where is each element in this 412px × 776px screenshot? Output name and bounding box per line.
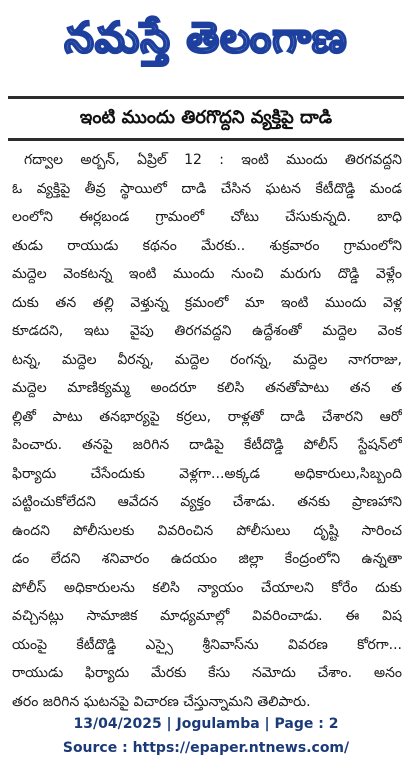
headline-bottom-rule — [8, 138, 404, 141]
headline-top-rule — [8, 96, 404, 99]
article-line: గద్వాల అర్బన్‌, ఏప్రిల్‌ 12 : ఇంటి ముందు తిరగవద్దని — [24, 152, 402, 168]
article-line: వచ్చినట్లు సామాజిక మాధ్యమాల్లో వివరించాడు. ఈ విష — [12, 608, 402, 624]
article-line: ఓ వ్యక్తిపై తీవ్ర స్థాయిలో దాడి చేసిన ఘటన కేటీదొడ్డి మండ — [12, 180, 402, 197]
footer-edition-info: 13/04/2025 | Jogulamba | Page : 2 — [73, 716, 339, 732]
article-line: పట్టించుకోలేదని ఆవేదన వ్యక్తం చేశాడు. తనకు ప్రాణహాని — [12, 494, 402, 510]
article-line: టన్న, మద్దెల వీరన్న, మద్దెల రంగన్న, మద్దెల నాగరాజు, — [12, 351, 402, 368]
article-line: ఉందని పోలీసులకు వివరించిన పోలీసులు దృష్టి సారించ — [12, 522, 402, 539]
article-line: ల్లితో పాటు తనభార్యపై కర్రలు, రాళ్లతో దాడి చేశారని ఆరో — [12, 408, 402, 425]
article-line: మద్దెల మాణిక్యమ్మ అందరూ కలిసి తనతోపాటు తన త — [12, 380, 402, 396]
article-line: డం లేదని శనివారం ఉదయం జిల్లా కేంద్రంలోని ఉన్నతా — [12, 551, 402, 567]
article-line: యంపై కేటీదొడ్డి ఎస్సై శ్రీనివాస్‌ను వివరణ కోరగా... — [12, 636, 402, 653]
article-body — [12, 146, 402, 716]
article-line: రాయుడు ఫిర్యాదు మేరకు కేసు నమోదు చేశాం. అనం — [12, 665, 402, 681]
article-line: పించారు. తనపై జరిగిన దాడిపై కేటీదొడ్డి పోలీస్‌ స్టేషన్‌లో — [12, 437, 402, 453]
masthead-title: నమస్తే తెలంగాణ — [64, 13, 348, 62]
footer-source-link[interactable]: Source : https://epaper.ntnews.com/ — [62, 740, 350, 756]
article-line: కూడదని, ఇటు వైపు తిరగవద్దని ఉద్దేశంతో మద్దెల వెంక — [12, 323, 402, 339]
article-headline: ఇంటి ముందు తిరగొద్దని వ్యక్తిపై దాడి — [79, 106, 333, 128]
article-line: మద్దెల వెంకటన్న ఇంటి ముందు నుంచి మరుగు దొడ్డి వెళ్లేం — [12, 266, 402, 282]
article-line: పోలీస్‌ అధికారులను కలిసి న్యాయం చేయాలని కోరేం దుకు — [12, 579, 402, 596]
article-line: దుకు తన తల్లి వెళ్తున్న క్రమంలో మా ఇంటి ముందు వెళ్ల — [12, 294, 402, 311]
article-line: తరం జరిగిన ఘటనపై విచారణ చేస్తున్నామని తెలిపారు. — [12, 693, 311, 710]
article-line: ఫిర్యాదు చేసేందుకు వెళ్లగా...అక్కడ అధికారులు,సిబ్బంది — [12, 465, 402, 482]
article-line: తుడు రాయుడు కథనం మేరకు.. శుక్రవారం గ్రామంలోని — [12, 237, 402, 254]
article-line: లంలోని ఈర్లబండ గ్రామంలో చోటు చేసుకున్నది. బాధి — [12, 209, 402, 225]
masthead-logo — [8, 6, 404, 80]
